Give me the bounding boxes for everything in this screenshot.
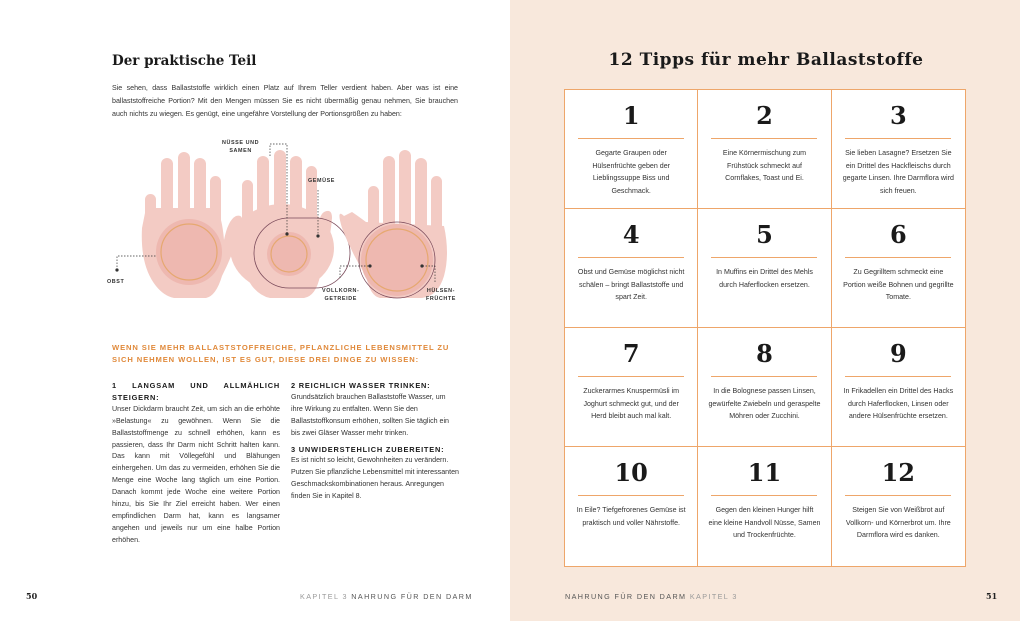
tips-grid <box>564 89 966 567</box>
tip-divider <box>578 257 684 258</box>
tip-text: Gegen den kleinen Hunger hilft eine kleine Handvoll Nüsse, Samen und Trockenfrüchte. <box>708 506 821 540</box>
tip-number: 8 <box>756 339 773 368</box>
intro-paragraph: Sie sehen, dass Ballaststoffe wirklich einen Platz auf Ihrem Teller verdient haben. Aber was ist eine ballaststoffreiche Portion? Mit den Mengen müssen Sie es nicht übermäßig genau nehmen, Sie brauchen auch nichts zu wiegen. Es genügt, eine ungefähre Vorstellung der Portionsgrößen zu haben: <box>112 84 458 118</box>
tip3-heading: 3 UNWIDERSTEHLICH ZUBEREITEN: <box>291 444 445 454</box>
tip-cell <box>832 209 965 328</box>
tip-divider <box>845 138 951 139</box>
tip-cell <box>565 447 698 566</box>
tip-divider <box>711 257 817 258</box>
tip-text: Sie lieben Lasagne? Ersetzen Sie ein Drittel des Hackfleischs durch gegarte Linsen. Ihre Darmflora wird sich freuen. <box>842 149 954 195</box>
tip-divider <box>845 495 951 496</box>
tip-cell <box>565 90 698 209</box>
tip-text: Obst und Gemüse möglichst nicht schälen – bringt Ballaststoffe und spart Zeit. <box>577 268 685 302</box>
tip3-text: Es ist nicht so leicht, Gewohnheiten zu verändern. Putzen Sie pflanzliche Lebensmittel mit interessanten Geschmackskombinationen heraus. Anregungen finden Sie in Kapitel 8. <box>291 456 459 501</box>
tip-cell <box>832 328 965 447</box>
vegetables-circle <box>267 232 311 276</box>
tip-divider <box>711 138 817 139</box>
tip-divider <box>711 376 817 377</box>
tip1-text: Unser Dickdarm braucht Zeit, um sich an die erhöhte »Belastung« zu gewöhnen. Wenn Sie die Ballaststoffmenge zu schnell erhöhen, kann es passieren, dass Ihr Darm nicht Schritt halten kann. Das kann mit Völlegefühl und Blähungen einhergehen. Um das zu vermeiden, erhöhen Sie die Menge eine Woche lang täglich um eine Portion. Danach kommt jede Woche eine weitere Portion hinzu, bis Sie Ihr Ziel erreicht haben. Wer einen empfindlichen Darm hat, kann es langsamer angehen und jeweils nur um eine halbe Portion erhöhen. <box>112 404 280 544</box>
label-legumes: HÜLSEN- FRÜCHTE <box>426 288 456 302</box>
tip-cell <box>565 209 698 328</box>
tip-divider <box>845 257 951 258</box>
running-footer-left: KAPITEL 3 NAHRUNG FÜR DEN DARM <box>300 592 473 601</box>
tip-text: In Eile? Tiefgefrorenes Gemüse ist praktisch und voller Nährstoffe. <box>576 506 686 527</box>
highlight-heading: WENN SIE MEHR BALLASTSTOFFREICHE, PFLANZLICHE LEBENSMITTEL ZU SICH NEHMEN WOLLEN, IST ES GUT, DIESE DREI DINGE ZU WISSEN: <box>112 343 450 364</box>
tip-cell <box>698 447 831 566</box>
page-number-right: 51 <box>986 591 998 601</box>
tip-number: 10 <box>614 458 648 487</box>
tip-number: 4 <box>622 220 640 249</box>
tip-number: 5 <box>756 220 773 249</box>
tip-column-1 <box>112 380 280 551</box>
tip-column-2 <box>291 380 459 507</box>
hands-illustration <box>104 136 464 306</box>
tip2-heading: 2 REICHLICH WASSER TRINKEN: <box>291 381 431 390</box>
tip-divider <box>845 376 951 377</box>
tip-number: 6 <box>889 220 907 249</box>
tip-cell <box>832 90 965 209</box>
tip-text: Gegarte Graupen oder Hülsenfrüchte geben der Lieblingssuppe Biss und Geschmack. <box>592 149 671 195</box>
page-title-left: Der praktische Teil <box>112 53 257 69</box>
tip-number: 11 <box>747 458 782 487</box>
page-title-right: 12 Tipps für mehr Ballaststoffe <box>608 50 924 70</box>
tip-divider <box>711 495 817 496</box>
tip-cell <box>698 328 831 447</box>
grains-circle <box>361 224 433 296</box>
tip-number: 1 <box>622 101 640 130</box>
fruit-circle <box>156 219 222 285</box>
label-nuts: NÜSSE UND SAMEN <box>222 140 260 154</box>
tip-number: 3 <box>889 101 907 130</box>
tip-text: In die Bolognese passen Linsen, gewürfelte Zwiebeln und geraspelte Möhren oder Zucchini. <box>708 387 821 421</box>
tip-text: Steigen Sie von Weißbrot auf Vollkorn- und Körnerbrot um. Ihre Darmflora wird es danken. <box>845 506 951 540</box>
tip-cell <box>698 209 831 328</box>
tip-number: 7 <box>622 339 640 368</box>
tip-text: Zuckerarmes Knuspermüsli im Joghurt schmeckt gut, und der Herd bleibt auch mal kalt. <box>583 387 680 421</box>
tip-cell <box>698 90 831 209</box>
tip-divider <box>578 495 684 496</box>
tip1-heading: 1 LANGSAM UND ALLMÄHLICH STEIGERN: <box>112 381 280 402</box>
tip2-text: Grundsätzlich brauchen Ballaststoffe Wasser, um ihre Wirkung zu entfalten. Wenn Sie den Ballaststoffkonsum erhöhen, sollten Sie täglich ein bis zwei Gläser Wasser mehr trinken. <box>291 392 449 437</box>
tip-text: In Muffins ein Drittel des Mehls durch Haferflocken ersetzen. <box>716 268 813 289</box>
tip-divider <box>578 138 684 139</box>
tip-text: In Frikadellen ein Drittel des Hacks durch Haferflocken, Linsen oder andere Hülsenfrüchte ersetzen. <box>843 387 954 421</box>
tip-divider <box>578 376 684 377</box>
label-vegetables: GEMÜSE <box>308 178 335 184</box>
tip-text: Zu Gegrilltem schmeckt eine Portion weiße Bohnen und gegrillte Tomate. <box>843 268 954 302</box>
label-grains: VOLLKORN- GETREIDE <box>322 288 360 302</box>
tip-number: 2 <box>756 101 773 130</box>
tip-number: 12 <box>881 458 916 487</box>
page-number-left: 50 <box>26 591 38 601</box>
running-footer-right: NAHRUNG FÜR DEN DARM KAPITEL 3 <box>565 592 738 601</box>
tip-cell <box>832 447 965 566</box>
tip-number: 9 <box>889 339 907 368</box>
label-fruit: OBST <box>107 279 125 285</box>
tip-text: Eine Körnermischung zum Frühstück schmeckt auf Cornflakes, Toast und Ei. <box>722 149 807 183</box>
tip-cell <box>565 328 698 447</box>
